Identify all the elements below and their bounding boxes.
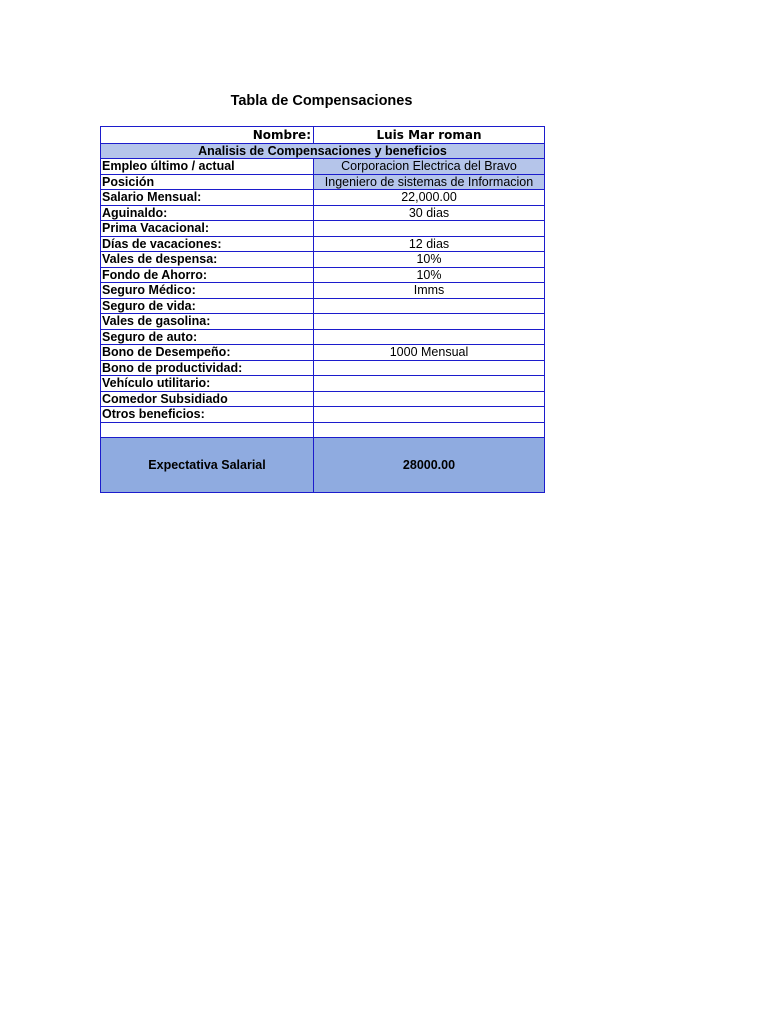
row-label: Posición [101,174,314,190]
row-value: 12 dias [314,236,545,252]
row-label: Otros beneficios: [101,407,314,423]
total-label: Expectativa Salarial [101,438,314,493]
row-value [314,314,545,330]
table-row [101,267,545,283]
row-label: Días de vacaciones: [101,236,314,252]
row-label: Empleo último / actual [101,159,314,175]
row-label: Bono de productividad: [101,360,314,376]
row-value [314,391,545,407]
table-row [101,283,545,299]
table-row [101,407,545,423]
row-label: Salario Mensual: [101,190,314,206]
row-value: 30 dias [314,205,545,221]
table-row [101,376,545,392]
table-row [101,236,545,252]
row-value [314,376,545,392]
row-label: Aguinaldo: [101,205,314,221]
row-value [314,422,545,438]
table-row [101,391,545,407]
row-value: 22,000.00 [314,190,545,206]
row-value: 10% [314,252,545,268]
row-label: Seguro de auto: [101,329,314,345]
row-value: 10% [314,267,545,283]
row-value [314,329,545,345]
section-header: Analisis de Compensaciones y beneficios [101,144,545,159]
row-label: Fondo de Ahorro: [101,267,314,283]
table-row [101,360,545,376]
page-title: Tabla de Compensaciones [230,93,413,109]
total-value: 28000.00 [314,438,545,493]
row-label: Vales de despensa: [101,252,314,268]
table-row [101,329,545,345]
row-label: Seguro de vida: [101,298,314,314]
table-row [101,221,545,237]
compensation-table [100,126,545,493]
table-row [101,174,545,190]
row-label: Prima Vacacional: [101,221,314,237]
table-row [101,205,545,221]
name-row [101,127,545,144]
table-row [101,298,545,314]
row-value: Imms [314,283,545,299]
row-label: Seguro Médico: [101,283,314,299]
compensation-table-body [101,127,545,493]
row-label: Bono de Desempeño: [101,345,314,361]
total-row [101,438,545,493]
table-row [101,252,545,268]
section-header-row [101,144,545,159]
row-label [101,422,314,438]
row-label: Comedor Subsidiado [101,391,314,407]
table-row [101,422,545,438]
row-label: Vales de gasolina: [101,314,314,330]
table-row [101,345,545,361]
row-value [314,221,545,237]
name-value: Luis Mar roman [314,127,545,144]
table-row [101,190,545,206]
table-row [101,159,545,175]
row-value: Corporacion Electrica del Bravo [314,159,545,175]
row-value [314,360,545,376]
row-label: Vehículo utilitario: [101,376,314,392]
row-value [314,298,545,314]
row-value [314,407,545,423]
table-row [101,314,545,330]
name-label: Nombre: [101,127,314,144]
row-value: 1000 Mensual [314,345,545,361]
row-value: Ingeniero de sistemas de Informacion [314,174,545,190]
